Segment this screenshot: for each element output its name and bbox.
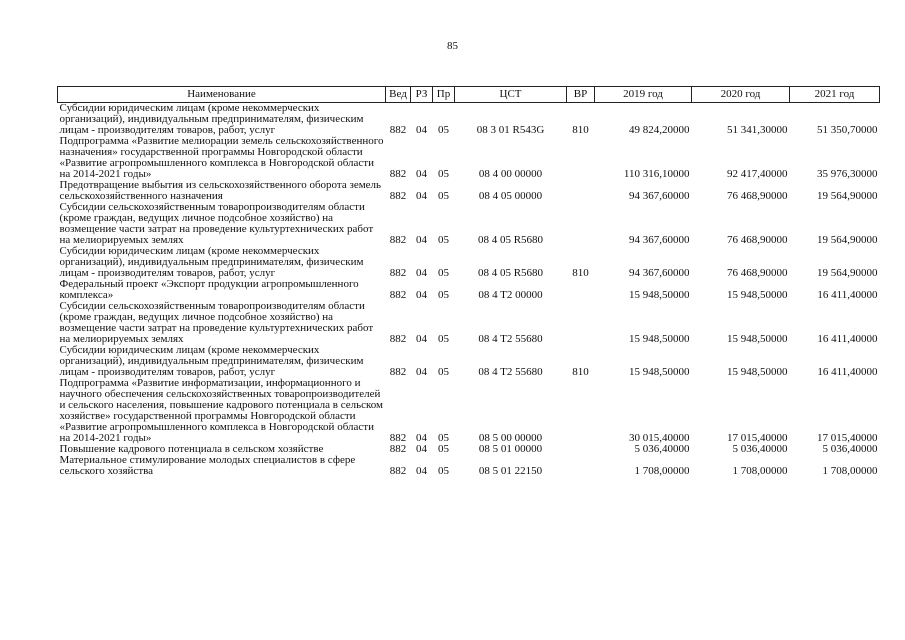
header-2020: 2020 год: [692, 87, 790, 103]
table-row: [58, 345, 880, 378]
cell-cst: 08 5 01 00000: [478, 443, 543, 455]
cell-y2021: 5 036,40000: [822, 443, 878, 455]
cell-y2021: 1 708,00000: [822, 465, 878, 477]
cell-rz: 04: [416, 333, 427, 345]
cell-name: Подпрограмма «Развитие информатизации, информационного и научного обеспечения сельскохозяйственных товаропроизводителей и сельского населения, повышение кадрового потенциала в сельском хозяйстве» государственной программы Новгородской области «Развитие агропромышленного комплекса в Новгородской области на 2014-2021 годы»: [59, 377, 384, 444]
cell-ved: 882: [389, 465, 407, 477]
cell-ved: 882: [389, 190, 407, 202]
header-2021: 2021 год: [790, 87, 880, 103]
cell-pr: 05: [438, 289, 449, 301]
header-name: Наименование: [58, 87, 386, 103]
cell-rz: 04: [416, 443, 427, 455]
cell-name: Материальное стимулирование молодых специалистов в сфере сельского хозяйства: [59, 454, 356, 477]
cell-rz: 04: [416, 234, 427, 246]
cell-y2021: 16 411,40000: [817, 289, 878, 301]
cell-rz: 04: [416, 267, 427, 279]
cell-ved: 882: [389, 234, 407, 246]
cell-y2021: 16 411,40000: [817, 333, 878, 345]
cell-rz: 04: [416, 432, 427, 444]
page-number: 85: [447, 40, 458, 52]
cell-name: Подпрограмма «Развитие мелиорации земель сельскохозяйственного назначения» государственной программы Новгородской области «Развитие агропромышленного комплекса в Новгородской области на 2014-2021 годы»: [59, 135, 384, 180]
cell-pr: 05: [438, 168, 449, 180]
cell-y2020: 15 948,50000: [727, 366, 788, 378]
cell-pr: 05: [438, 443, 449, 455]
table-header-row: [58, 87, 880, 103]
cell-y2019: 30 015,40000: [629, 432, 690, 444]
cell-name: Федеральный проект «Экспорт продукции агропромышленного комплекса»: [59, 278, 359, 301]
cell-ved: 882: [389, 366, 407, 378]
cell-pr: 05: [438, 333, 449, 345]
table-row: [58, 202, 880, 246]
cell-vr: 810: [572, 267, 589, 279]
cell-y2019: 15 948,50000: [629, 333, 690, 345]
cell-name: Субсидии юридическим лицам (кроме некоммерческих организаций), индивидуальным предпринимателям, физическим лицам - производителям товаров, работ, услуг: [59, 102, 364, 136]
cell-y2019: 94 367,60000: [629, 234, 690, 246]
cell-y2019: 15 948,50000: [629, 289, 690, 301]
cell-cst: 08 4 05 R5680: [477, 267, 544, 279]
cell-name: Субсидии юридическим лицам (кроме некоммерческих организаций), индивидуальным предпринимателям, физическим лицам - производителям товаров, работ, услуг: [59, 245, 364, 279]
budget-table: [57, 86, 880, 477]
cell-pr: 05: [438, 234, 449, 246]
cell-rz: 04: [416, 124, 427, 136]
cell-pr: 05: [438, 267, 449, 279]
cell-name: Предотвращение выбытия из сельскохозяйственного оборота земель сельскохозяйственного назначения: [59, 179, 382, 202]
cell-vr: [567, 444, 595, 455]
cell-vr: [567, 378, 595, 444]
cell-name: Повышение кадрового потенциала в сельском хозяйстве: [59, 443, 324, 455]
cell-y2021: 35 976,30000: [817, 168, 878, 180]
cell-y2020: 92 417,40000: [727, 168, 788, 180]
header-pr: Пр: [433, 87, 455, 103]
cell-y2019: 94 367,60000: [629, 267, 690, 279]
cell-ved: 882: [389, 124, 407, 136]
cell-rz: 04: [416, 289, 427, 301]
table-row: [58, 279, 880, 301]
cell-y2020: 15 948,50000: [727, 289, 788, 301]
cell-cst: 08 3 01 R543G: [476, 124, 545, 136]
cell-y2020: 15 948,50000: [727, 333, 788, 345]
cell-vr: [567, 455, 595, 477]
table-row: [58, 136, 880, 180]
cell-y2021: 19 564,90000: [817, 234, 878, 246]
header-vr: ВР: [567, 87, 595, 103]
cell-y2019: 94 367,60000: [629, 190, 690, 202]
table-row: [58, 378, 880, 444]
cell-vr: [567, 279, 595, 301]
table-row: [58, 246, 880, 279]
cell-ved: 882: [389, 289, 407, 301]
cell-pr: 05: [438, 124, 449, 136]
cell-y2021: 17 015,40000: [817, 432, 878, 444]
cell-pr: 05: [438, 465, 449, 477]
header-rz: РЗ: [411, 87, 433, 103]
cell-cst: 08 5 01 22150: [478, 465, 543, 477]
cell-ved: 882: [389, 267, 407, 279]
cell-y2019: 49 824,20000: [629, 124, 690, 136]
table-row: [58, 301, 880, 345]
cell-ved: 882: [389, 168, 407, 180]
table-row: [58, 455, 880, 477]
cell-rz: 04: [416, 465, 427, 477]
cell-y2020: 1 708,00000: [732, 465, 788, 477]
cell-y2021: 19 564,90000: [817, 190, 878, 202]
cell-ved: 882: [389, 443, 407, 455]
cell-y2020: 76 468,90000: [727, 267, 788, 279]
cell-cst: 08 5 00 00000: [478, 432, 543, 444]
cell-rz: 04: [416, 190, 427, 202]
cell-vr: [567, 180, 595, 202]
cell-y2019: 15 948,50000: [629, 366, 690, 378]
cell-y2020: 51 341,30000: [727, 124, 788, 136]
cell-cst: 08 4 T2 55680: [478, 333, 543, 345]
cell-cst: 08 4 00 00000: [478, 168, 543, 180]
cell-pr: 05: [438, 190, 449, 202]
cell-y2021: 51 350,70000: [817, 124, 878, 136]
cell-y2020: 5 036,40000: [732, 443, 788, 455]
cell-y2020: 76 468,90000: [727, 234, 788, 246]
table-row: [58, 103, 880, 137]
cell-y2020: 76 468,90000: [727, 190, 788, 202]
cell-vr: [567, 136, 595, 180]
cell-vr: [567, 202, 595, 246]
cell-y2019: 110 316,10000: [623, 168, 690, 180]
cell-y2019: 5 036,40000: [634, 443, 690, 455]
cell-pr: 05: [438, 366, 449, 378]
header-2019: 2019 год: [595, 87, 692, 103]
cell-rz: 04: [416, 168, 427, 180]
header-ved: Вед: [386, 87, 411, 103]
cell-cst: 08 4 05 00000: [478, 190, 543, 202]
cell-ved: 882: [389, 333, 407, 345]
table-row: [58, 180, 880, 202]
cell-rz: 04: [416, 366, 427, 378]
header-cst: ЦСТ: [455, 87, 567, 103]
cell-name: Субсидии сельскохозяйственным товаропроизводителям области (кроме граждан, ведущих личное подсобное хозяйство) на возмещение части затрат на проведение культуртехнических работ на мелиорируемых землях: [59, 300, 374, 345]
cell-cst: 08 4 T2 55680: [478, 366, 543, 378]
cell-vr: [567, 301, 595, 345]
cell-y2020: 17 015,40000: [727, 432, 788, 444]
cell-y2021: 19 564,90000: [817, 267, 878, 279]
cell-cst: 08 4 T2 00000: [478, 289, 543, 301]
cell-name: Субсидии юридическим лицам (кроме некоммерческих организаций), индивидуальным предпринимателям, физическим лицам - производителям товаров, работ, услуг: [59, 344, 364, 378]
cell-name: Субсидии сельскохозяйственным товаропроизводителям области (кроме граждан, ведущих личное подсобное хозяйство) на возмещение части затрат на проведение культуртехнических работ на мелиорируемых землях: [59, 201, 374, 246]
cell-y2019: 1 708,00000: [634, 465, 690, 477]
cell-ved: 882: [389, 432, 407, 444]
cell-cst: 08 4 05 R5680: [477, 234, 544, 246]
cell-vr: 810: [572, 366, 589, 378]
cell-y2021: 16 411,40000: [817, 366, 878, 378]
cell-pr: 05: [438, 432, 449, 444]
cell-vr: 810: [572, 124, 589, 136]
